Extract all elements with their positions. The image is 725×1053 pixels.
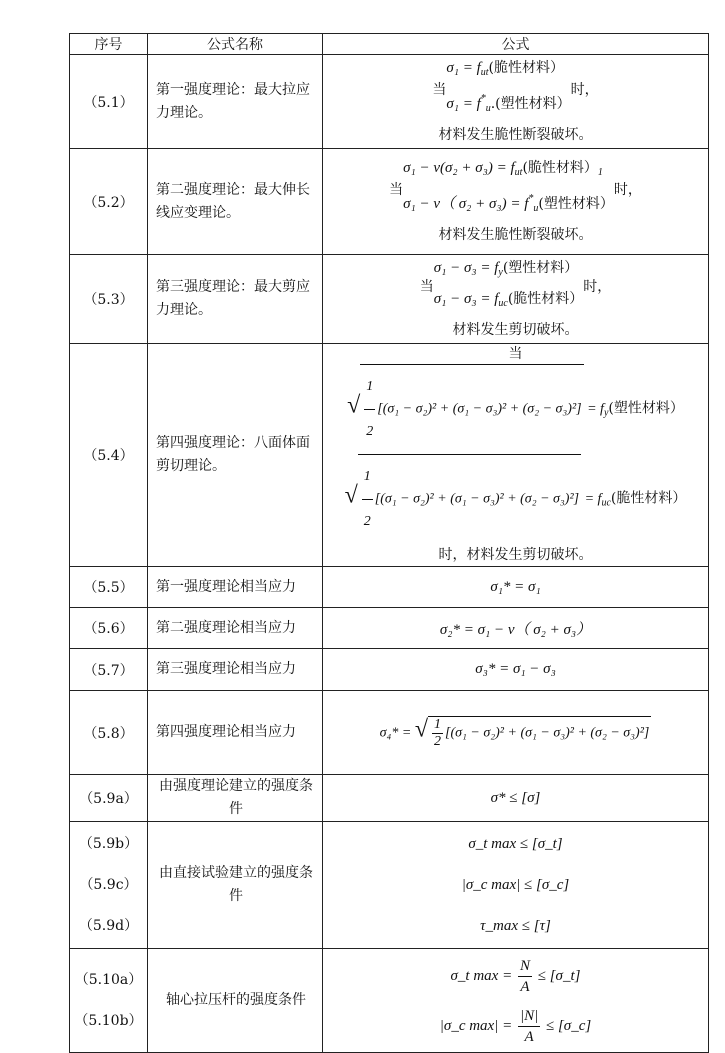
formula-line [347,364,684,454]
formula-lhs: |σ_c max| = [439,1017,513,1034]
fraction-numerator: 1 [364,365,375,410]
conclusion: 材料发生脆性断裂破坏。 [438,127,593,143]
row-name: 由直接试验建立的强度条件 [148,822,323,949]
fraction-numerator: N [518,956,532,977]
subscript: ut [514,167,523,178]
fraction-denominator: 2 [363,514,371,529]
note: (脆性材料） [507,291,584,307]
conclusion: 时，材料发生剪切破坏。 [438,547,593,563]
row-formula [323,691,709,775]
row-formula [323,822,709,949]
superscript: * [480,93,486,104]
radicand: [(σ₁ − σ₂)² + (σ₁ − σ₃)² + (σ₂ − σ₃)²] [445,725,650,741]
row-name: 第二强度理论相当应力 [148,608,323,649]
row-formula [323,608,709,649]
conclusion: 材料发生脆性断裂破坏。 [438,227,593,243]
formula-line: σ₁ − σ₃ = f [433,260,499,276]
row-formula [323,775,709,822]
formula [323,951,708,1001]
table-row [70,567,709,608]
subscript: u [533,203,539,214]
row-name: 轴心拉压杆的强度条件 [148,949,323,1053]
formula-stack [434,255,584,317]
formula-stack [446,55,570,122]
row-name: 由强度理论建立的强度条件 [148,775,323,822]
row-no: （5.5） [70,567,148,608]
row-no: （5.4） [70,344,148,567]
formula: σ_t max ≤ [σ_t] [468,835,563,852]
row-no-group [70,822,148,949]
row-no-group [70,949,148,1053]
prefix: 当 [432,81,447,98]
fraction-denominator: 2 [366,424,374,439]
note: (塑性材料） [608,400,684,417]
radical-icon: √ [414,716,429,743]
row-no: （5.9d） [78,917,139,934]
radicand: [(σ₁ − σ₂)² + (σ₁ − σ₃)² + (σ₂ − σ₃)²] [374,491,580,507]
note: (脆性材料） [610,490,687,507]
fraction-denominator: 2 [434,733,442,749]
note: (脆性材料） [488,60,564,76]
row-name: 第二强度理论：最大伸长线应变理论。 [148,149,323,255]
row-formula [323,55,709,149]
note: .(塑性材料） [490,96,571,112]
header-formula: 公式 [323,34,709,55]
header-no: 序号 [70,34,148,55]
formula-table [69,33,709,1053]
row-no: （5.1） [70,55,148,149]
row-no: （5.10b） [74,1012,143,1029]
formula-line: σ₁ − σ₃ = f [433,291,499,307]
row-no: （5.6） [70,608,148,649]
radical-icon: √ [347,392,361,419]
row-formula [323,149,709,255]
row-formula [323,649,709,691]
row-no: （5.2） [70,149,148,255]
row-name: 第三强度理论相当应力 [148,649,323,691]
table-row [70,255,709,344]
formula [380,716,652,750]
formula: τ_max ≤ [τ] [480,917,551,934]
formula-line: σ₁ − ν（ σ₂ + σ₃) = f [403,196,529,212]
header-row [70,34,709,55]
superscript: * [528,193,534,204]
fraction-denominator: A [524,1028,534,1045]
formula-line: σ₁ = f [446,60,481,76]
formula-rhs: = f [584,491,602,507]
formula-rhs: ≤ [σ_t] [537,967,581,984]
formula: σ₂* = σ₁ − ν（ σ₂ + σ₃） [439,621,592,638]
radical-icon: √ [344,482,358,509]
table-row [70,55,709,149]
formula-rhs: = f [587,401,604,417]
formula-line: σ₁ = f [446,96,481,112]
formula-line: σ₁ − ν(σ₂ + σ₃) = f [403,160,515,176]
formula: σ₁* = σ₁ [490,578,541,595]
formula-line [345,454,687,544]
formula: σ* ≤ [σ] [490,789,541,806]
prefix: 当 [419,279,434,295]
row-formula [323,344,709,567]
row-name: 第四强度理论：八面体面剪切理论。 [148,344,323,567]
row-no: （5.10a） [74,971,143,988]
radicand: [(σ₁ − σ₂)² + (σ₁ − σ₃)² + (σ₂ − σ₃)²] [377,401,582,417]
row-formula [323,567,709,608]
suffix: 时， [570,81,599,98]
header-name: 公式名称 [148,34,323,55]
subscript: ut [480,67,489,78]
note: (塑性材料） [502,260,579,276]
formula-lhs: σ_t max = [450,967,513,984]
row-no: （5.3） [70,255,148,344]
row-formula [323,255,709,344]
table-row [70,949,709,1053]
row-formula [323,949,709,1053]
conclusion: 材料发生剪切破坏。 [452,322,579,338]
formula-lhs: σ₄* = [379,725,412,741]
subscript: uc [601,497,611,509]
table-row [70,691,709,775]
row-name: 第四强度理论相当应力 [148,691,323,775]
subscript: 1 [597,167,603,178]
row-no: （5.7） [70,649,148,691]
fraction-numerator: 1 [362,455,373,500]
table-row [70,608,709,649]
row-name: 第一强度理论相当应力 [148,567,323,608]
fraction-numerator: |N| [518,1006,540,1027]
row-no: （5.9b） [78,835,139,852]
suffix: 时， [613,181,642,198]
fraction-numerator: 1 [434,716,442,732]
subscript: u [485,103,491,114]
suffix: 时， [583,279,612,295]
table-row [70,344,709,567]
formula [323,1001,708,1051]
prefix: 当 [508,346,523,362]
note: (塑性材料） [538,196,614,212]
fraction-denominator: A [520,978,530,995]
table-row [70,822,709,949]
subscript: y [603,407,609,419]
prefix: 当 [389,181,404,198]
note: (脆性材料） [522,160,598,176]
row-no: （5.9a） [70,775,148,822]
row-name: 第一强度理论：最大拉应力理论。 [148,55,323,149]
row-no: （5.8） [70,691,148,775]
formula-stack [403,155,614,222]
formula-rhs: ≤ [σ_c] [545,1017,592,1034]
formula: σ₃* = σ₁ − σ₃ [475,661,556,677]
formula: |σ_c max| ≤ [σ_c] [461,876,570,893]
table-row [70,649,709,691]
subscript: uc [498,298,508,309]
row-no: （5.9c） [79,876,138,893]
table-row [70,775,709,822]
table-row [70,149,709,255]
subscript: y [498,267,503,278]
row-name: 第三强度理论：最大剪应力理论。 [148,255,323,344]
